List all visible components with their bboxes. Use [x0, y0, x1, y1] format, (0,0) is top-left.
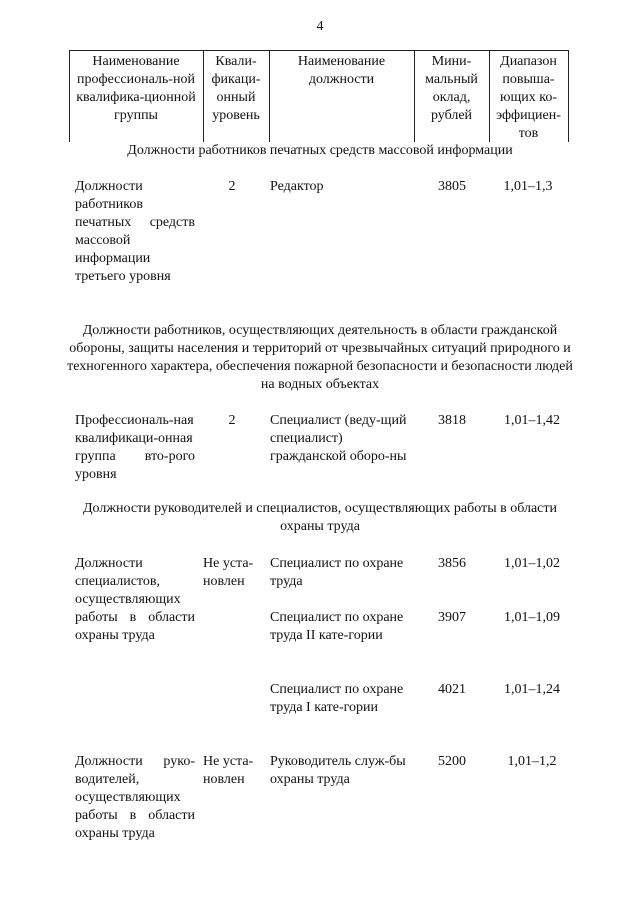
header-position: Наименование должности	[297, 54, 386, 87]
table-header	[69, 50, 569, 142]
position-name: Специалист по охране труда II кате-гории	[270, 610, 404, 643]
qualification-level: 2	[228, 413, 236, 428]
coefficient-range: 1,01–1,2	[507, 754, 557, 769]
header-border	[269, 50, 270, 142]
coefficient-range: 1,01–1,24	[504, 682, 560, 697]
group-name: Должности специалистов, осуществляющих работы в области охраны труда	[75, 556, 195, 643]
min-salary: 4021	[438, 682, 466, 697]
coefficient-range: 1,01–1,3	[503, 179, 553, 194]
min-salary: 3907	[438, 610, 466, 625]
qualification-level: Не уста-новлен	[203, 754, 254, 787]
position-name: Специалист (веду-щий специалист) гражданской оборо-ны	[270, 413, 407, 464]
min-salary: 3818	[438, 413, 466, 428]
min-salary: 3856	[438, 556, 466, 571]
min-salary: 3805	[438, 179, 466, 194]
coefficient-range: 1,01–1,02	[504, 556, 560, 571]
header-border	[568, 50, 569, 142]
header-group: Наименование профессиональ-ной квалифика-ционной группы	[76, 54, 196, 123]
section-title: Должности работников печатных средств массовой информации	[127, 143, 513, 158]
position-name: Специалист по охране труда I кате-гории	[270, 682, 404, 715]
position-name: Специалист по охране труда	[270, 556, 404, 589]
header-border	[203, 50, 204, 142]
group-name: Должности руко-водителей, осуществляющих работы в области охраны труда	[75, 754, 195, 841]
header-coefficient: Диапазон повыша-ющих ко-эффициен-тов	[496, 54, 561, 141]
header-border	[414, 50, 415, 142]
position-name: Руководитель служ-бы охраны труда	[270, 754, 406, 787]
group-name: Должности работников печатных средств массовой информации третьего уровня	[75, 179, 195, 284]
header-border	[69, 50, 70, 142]
section-title: Должности руководителей и специалистов, осуществляющих работы в области охраны труда	[82, 501, 558, 534]
qualification-level: Не уста-новлен	[203, 556, 254, 589]
coefficient-range: 1,01–1,42	[504, 413, 560, 428]
page-number: 4	[316, 19, 324, 34]
header-border	[489, 50, 490, 142]
qualification-level: 2	[228, 179, 236, 194]
position-name: Редактор	[270, 179, 324, 194]
group-name: Профессиональ-ная квалификаци-онная группа вто-рого уровня	[75, 413, 195, 482]
min-salary: 5200	[438, 754, 466, 769]
header-level: Квали-фикаци-онный уровень	[211, 54, 261, 123]
coefficient-range: 1,01–1,09	[504, 610, 560, 625]
header-salary: Мини-мальный оклад, рублей	[425, 54, 478, 123]
header-top-border	[69, 50, 569, 51]
section-title: Должности работников, осуществляющих деятельность в области гражданской обороны, защиты населения и территорий от чрезвычайных ситуаций природного и техногенного характера, обеспечения пожарной безопасности и безопасности людей на водных объектах	[67, 323, 573, 392]
